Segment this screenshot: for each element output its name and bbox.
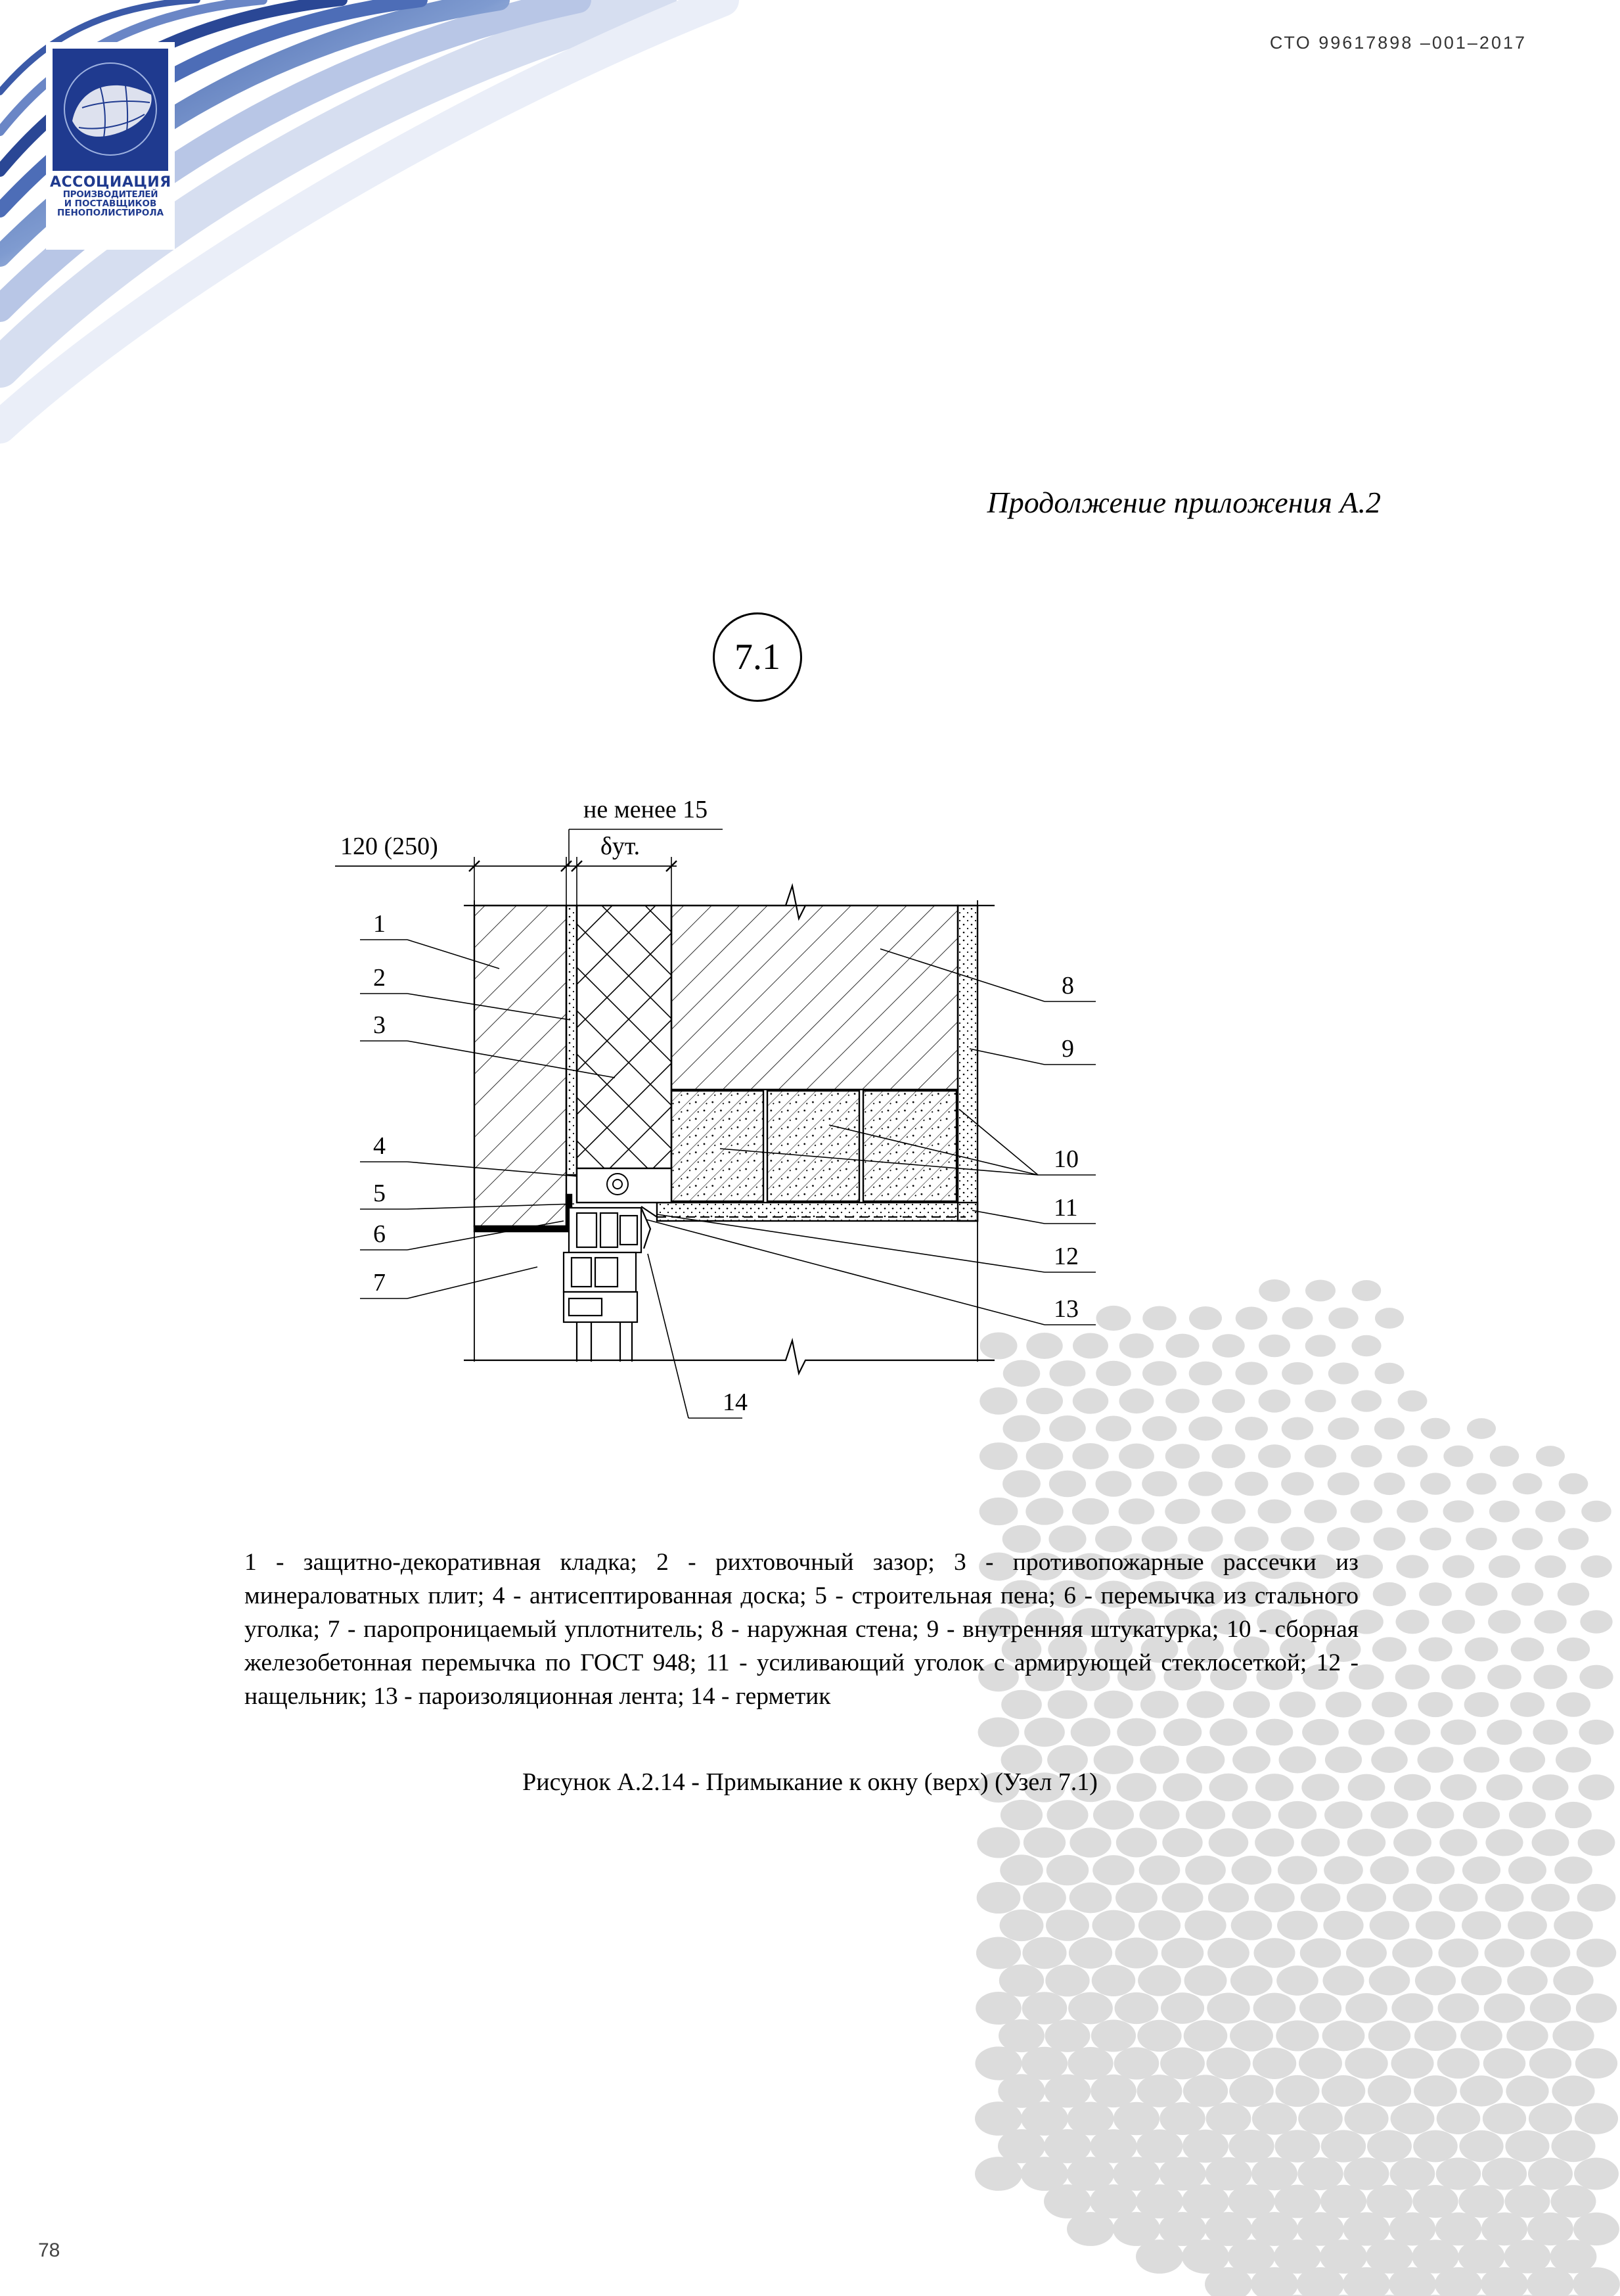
logo-line-2: ПРОИЗВОДИТЕЛЕЙ	[62, 189, 158, 200]
dimension-label-left: 120 (250)	[340, 833, 438, 860]
external-wall	[671, 906, 958, 1090]
levelling-gap	[566, 906, 577, 1175]
label-8: 8	[1062, 972, 1074, 999]
logo-line-4: ПЕНОПОЛИСТИРОЛА	[56, 208, 164, 219]
lintel-block	[671, 1091, 763, 1201]
label-13: 13	[1054, 1295, 1079, 1323]
node-number: 7.1	[734, 637, 780, 677]
window-frame	[564, 1208, 641, 1362]
lintel-block	[767, 1091, 859, 1201]
mineral-wool-firebreak	[577, 906, 671, 1168]
internal-plaster	[958, 906, 978, 1221]
label-1: 1	[373, 910, 386, 938]
antiseptic-board	[577, 1168, 671, 1203]
reinforcing-corner	[657, 1203, 978, 1221]
dimension-label-min: не менее 15	[583, 796, 708, 823]
page-number: 78	[38, 2239, 60, 2261]
label-10: 10	[1054, 1145, 1079, 1173]
label-3: 3	[373, 1011, 386, 1039]
label-11: 11	[1054, 1194, 1078, 1222]
appendix-continuation: Продолжение приложения А.2	[987, 486, 1381, 519]
logo-line-3: И ПОСТАВЩИКОВ	[64, 198, 157, 210]
label-12: 12	[1054, 1243, 1079, 1270]
lintel-block	[863, 1091, 956, 1201]
legend-text: 1 - защитно-декоративная кладка; 2 - рихтовочный зазор; 3 - противопожарные рассечки из минераловатных плит; 4 - антисептированная доска; 5 - строительная пена; 6 - перемычка из стального уголка; 7 - паропроницаемый уплотнитель; 8 - наружная стена; 9 - внутренняя штукатурка; 10 - сборная железобетонная перемычка по ГОСТ 948; 11 - усиливающий уголок с армирующей стеклосеткой; 12 - нащельник; 13 - пароизоляционная лента; 14 - герметик	[244, 1549, 1359, 1710]
document-code: СТО 99617898 –001–2017	[1269, 33, 1527, 53]
label-5: 5	[373, 1180, 386, 1207]
decorative-masonry	[474, 906, 566, 1226]
logo-line-1: АССОЦИАЦИЯ	[50, 174, 171, 191]
label-2: 2	[373, 964, 386, 992]
label-14: 14	[723, 1389, 748, 1416]
label-4: 4	[373, 1132, 386, 1160]
label-9: 9	[1062, 1035, 1074, 1063]
dimension-label-delta: δут.	[600, 833, 641, 860]
label-6: 6	[373, 1220, 386, 1248]
label-7: 7	[373, 1269, 386, 1297]
figure-caption: Рисунок А.2.14 - Примыкание к окну (верх) (Узел 7.1)	[522, 1768, 1098, 1796]
